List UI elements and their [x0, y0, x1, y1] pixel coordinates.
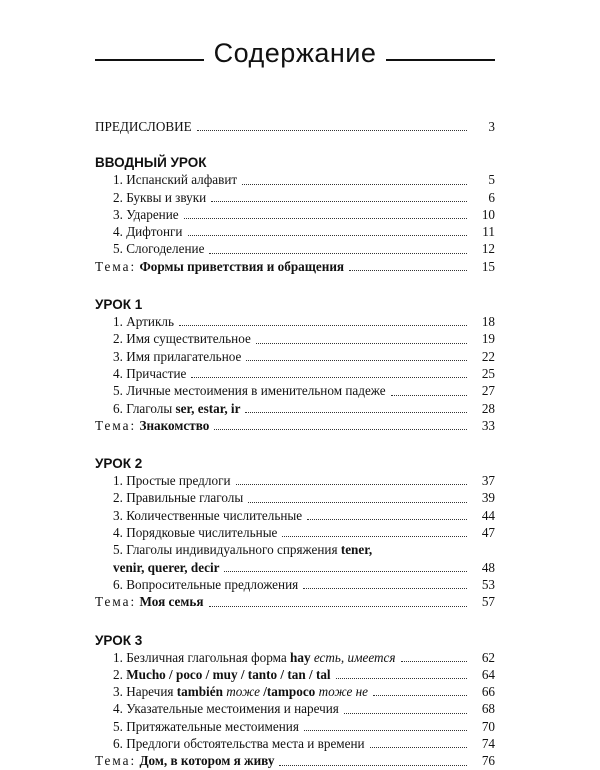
- entry-number: 5.: [113, 542, 123, 558]
- entry-number: 3.: [113, 684, 123, 700]
- entry-text: Имя прилагательное: [126, 348, 242, 364]
- page-number: 15: [481, 258, 495, 274]
- entry-text: Указательные местоимения и наречия: [126, 701, 339, 717]
- entry-number: 4.: [113, 365, 123, 381]
- page-number: 68: [481, 701, 495, 717]
- leader-dots: [211, 191, 467, 202]
- entry-text: Слогоделение: [126, 241, 205, 257]
- page-number: 11: [482, 224, 495, 240]
- topic-label: Тема:: [95, 417, 137, 433]
- leader-dots: [282, 526, 467, 537]
- entry-text: Глаголы индивидуального спряжения: [126, 542, 338, 558]
- page-number: 37: [481, 473, 495, 489]
- entry-number: 6.: [113, 576, 123, 592]
- toc-entry[interactable]: [95, 400, 495, 417]
- entry-number: 2.: [113, 666, 123, 682]
- page-number: 66: [481, 684, 495, 700]
- entry-number: 1.: [113, 473, 123, 489]
- toc-entry[interactable]: [95, 348, 495, 365]
- leader-dots: [179, 315, 467, 326]
- page-title-text: Содержание: [213, 37, 377, 68]
- toc-entry[interactable]: [95, 649, 495, 666]
- leader-dots: [303, 578, 467, 589]
- leader-dots: [349, 260, 467, 271]
- page-number: 18: [481, 314, 495, 330]
- toc-entry[interactable]: [95, 171, 495, 188]
- leader-dots: [373, 685, 467, 696]
- toc-entry[interactable]: [95, 700, 495, 717]
- entry-translation: тоже: [226, 684, 260, 700]
- toc-entry-line2[interactable]: [95, 559, 495, 576]
- leader-dots: [344, 703, 467, 714]
- toc-entry[interactable]: [95, 189, 495, 206]
- page-number: 6: [488, 189, 495, 205]
- section-heading: УРОК 3: [95, 632, 143, 648]
- entry-text: Артикль: [126, 314, 174, 330]
- entry-text: Предлоги обстоятельства места и времени: [126, 736, 365, 752]
- leader-dots: [191, 367, 467, 378]
- page-number: 64: [481, 666, 495, 682]
- entry-text: Вопросительные предложения: [126, 576, 299, 592]
- entry-number: 3.: [113, 507, 123, 523]
- toc-entry[interactable]: [95, 365, 495, 382]
- topic-text: Моя семья: [139, 594, 204, 610]
- page-number: 57: [481, 594, 495, 610]
- toc-entry[interactable]: [95, 206, 495, 223]
- leader-dots: [209, 243, 467, 254]
- toc-entry-line1[interactable]: [95, 541, 495, 558]
- toc-entry[interactable]: [95, 718, 495, 735]
- entry-text: Притяжательные местоимения: [126, 718, 299, 734]
- entry-text: Дифтонги: [126, 224, 183, 240]
- page-number: 74: [481, 736, 495, 752]
- entry-number: 2.: [113, 189, 123, 205]
- topic-text: Дом, в котором я живу: [139, 753, 275, 769]
- leader-dots: [236, 474, 467, 485]
- leader-dots: [279, 755, 467, 766]
- toc-entry[interactable]: [95, 666, 495, 683]
- section-heading: ВВОДНЫЙ УРОК: [95, 155, 207, 171]
- toc-topic-entry[interactable]: [95, 593, 495, 610]
- toc-entry[interactable]: [95, 382, 495, 399]
- toc-entry-preface[interactable]: [95, 118, 495, 135]
- entry-number: 1.: [113, 172, 123, 188]
- toc-entry[interactable]: [95, 223, 495, 240]
- page-number: 76: [481, 753, 495, 769]
- entry-translation-2: тоже не: [318, 684, 368, 700]
- toc-entry[interactable]: [95, 330, 495, 347]
- toc-entry[interactable]: [95, 240, 495, 257]
- entry-text: Буквы и звуки: [126, 189, 207, 205]
- leader-dots: [188, 225, 468, 236]
- entry-translation: есть, имеется: [313, 649, 396, 665]
- page-number: 25: [481, 365, 495, 381]
- leader-dots: [242, 174, 467, 185]
- toc-topic-entry[interactable]: [95, 258, 495, 275]
- entry-text: Порядковые числительные: [126, 525, 278, 541]
- toc-entry[interactable]: [95, 683, 495, 700]
- entry-number: 4.: [113, 224, 123, 240]
- entry-term-2: /tampoco: [263, 684, 316, 700]
- toc-topic-entry[interactable]: [95, 417, 495, 434]
- entry-text: Безличная глагольная форма: [126, 649, 287, 665]
- leader-dots: [336, 668, 467, 679]
- toc-entry[interactable]: [95, 472, 495, 489]
- entry-number: 6.: [113, 736, 123, 752]
- page-number: 33: [481, 417, 495, 433]
- page-number: 47: [481, 525, 495, 541]
- entry-number: 6.: [113, 400, 123, 416]
- page-number: 27: [481, 383, 495, 399]
- toc-topic-entry[interactable]: [95, 752, 495, 769]
- toc-entry-label: ПРЕДИСЛОВИЕ: [95, 119, 192, 134]
- page-number: 39: [481, 490, 495, 506]
- entry-term: hay: [290, 649, 311, 665]
- entry-number: 4.: [113, 525, 123, 541]
- topic-label: Тема:: [95, 594, 137, 610]
- page-number: 48: [481, 559, 495, 575]
- title-rule-left: [95, 59, 204, 61]
- leader-dots: [256, 333, 467, 344]
- entry-number: 3.: [113, 206, 123, 222]
- page-number: 28: [481, 400, 495, 416]
- page-number: 3: [488, 119, 495, 134]
- entry-number: 4.: [113, 701, 123, 717]
- leader-dots: [248, 492, 467, 503]
- entry-number: 5.: [113, 383, 123, 399]
- page-number: 22: [481, 348, 495, 364]
- leader-dots: [197, 120, 467, 131]
- entry-text: Ударение: [126, 206, 179, 222]
- leader-dots: [214, 419, 467, 430]
- entry-text: Правильные глаголы: [126, 490, 244, 506]
- leader-dots: [307, 509, 467, 520]
- entry-number: 5.: [113, 718, 123, 734]
- entry-number: 2.: [113, 490, 123, 506]
- topic-text: Знакомство: [139, 417, 210, 433]
- leader-dots: [391, 385, 467, 396]
- page-number: 10: [481, 206, 495, 222]
- page-number: 5: [488, 172, 495, 188]
- entry-number: 1.: [113, 649, 123, 665]
- entry-text: Количественные числительные: [126, 507, 303, 523]
- leader-dots: [224, 561, 467, 572]
- leader-dots: [246, 350, 467, 361]
- page-number: 53: [481, 576, 495, 592]
- toc-entry[interactable]: [95, 576, 495, 593]
- entry-text: Глаголы: [126, 400, 173, 416]
- leader-dots: [245, 402, 467, 413]
- topic-label: Тема:: [95, 258, 137, 274]
- title-rule-right: [386, 59, 495, 61]
- page-number: 62: [481, 649, 495, 665]
- entry-text: Простые предлоги: [126, 473, 231, 489]
- entry-text: Имя существительное: [126, 331, 251, 347]
- leader-dots: [401, 651, 467, 662]
- page-number: 44: [481, 507, 495, 523]
- leader-dots: [304, 720, 467, 731]
- section-heading: УРОК 1: [95, 297, 143, 313]
- page-number: 19: [481, 331, 495, 347]
- leader-dots: [370, 737, 467, 748]
- entry-number: 5.: [113, 241, 123, 257]
- toc-entry[interactable]: [95, 489, 495, 506]
- entry-text: Причастие: [126, 365, 187, 381]
- section-heading: УРОК 2: [95, 456, 143, 472]
- entry-text: Личные местоимения в именительном падеже: [126, 383, 386, 399]
- page-number: 12: [481, 241, 495, 257]
- entry-number: 2.: [113, 331, 123, 347]
- entry-term: también: [176, 684, 223, 700]
- entry-term: tener,: [340, 542, 373, 558]
- table-of-contents: [95, 118, 495, 770]
- toc-entry[interactable]: [95, 524, 495, 541]
- page-number: 70: [481, 718, 495, 734]
- leader-dots: [209, 596, 468, 607]
- toc-entry[interactable]: [95, 507, 495, 524]
- toc-entry[interactable]: [95, 313, 495, 330]
- topic-label: Тема:: [95, 753, 137, 769]
- entry-text: Испанский алфавит: [126, 172, 238, 188]
- topic-text: Формы приветствия и обращения: [139, 258, 345, 274]
- entry-number: 1.: [113, 314, 123, 330]
- leader-dots: [184, 208, 467, 219]
- entry-term: venir, querer, decir: [113, 559, 220, 575]
- entry-term: Mucho / poco / muy / tanto / tan / tal: [126, 666, 331, 682]
- entry-term: ser, estar, ir: [175, 400, 241, 416]
- entry-text: Наречия: [126, 684, 174, 700]
- entry-number: 3.: [113, 348, 123, 364]
- page-title: [95, 38, 495, 68]
